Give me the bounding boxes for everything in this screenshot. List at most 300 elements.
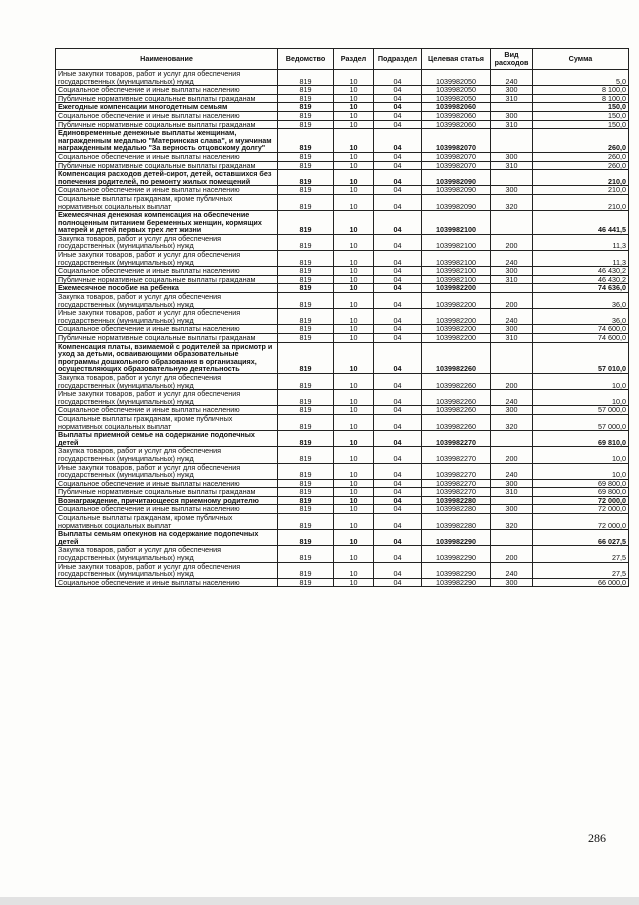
row-name-cell: Социальное обеспечение и иные выплаты населению <box>56 479 278 488</box>
row-name-cell: Компенсация расходов детей-сирот, детей, оставшихся без попечения родителей, по ремонту жилых помещений <box>56 170 278 186</box>
row-name-cell: Закупка товаров, работ и услуг для обеспечения государственных (муниципальных) нужд <box>56 373 278 389</box>
row-name-cell: Выплаты семьям опекунов на содержание подопечных детей <box>56 530 278 546</box>
row-department-cell: 819 <box>278 373 334 389</box>
row-subsection-cell: 04 <box>374 514 422 530</box>
row-section-cell: 10 <box>334 129 374 153</box>
row-amount-cell: 27,5 <box>533 546 629 562</box>
row-amount-cell: 210,0 <box>533 186 629 195</box>
table-row <box>56 86 629 95</box>
row-section-cell: 10 <box>334 390 374 406</box>
row-department-cell: 819 <box>278 505 334 514</box>
row-department-cell: 819 <box>278 406 334 415</box>
row-subsection-cell: 04 <box>374 70 422 86</box>
row-amount-cell: 10,0 <box>533 463 629 479</box>
row-amount-cell: 260,0 <box>533 161 629 170</box>
table-row <box>56 488 629 497</box>
row-section-cell: 10 <box>334 111 374 120</box>
row-section-cell: 10 <box>334 578 374 587</box>
row-target-item-cell: 1039982260 <box>422 342 491 373</box>
row-target-item-cell: 1039982050 <box>422 94 491 103</box>
row-amount-cell: 210,0 <box>533 170 629 186</box>
table-row <box>56 129 629 153</box>
row-department-cell: 819 <box>278 186 334 195</box>
row-name-cell: Ежемесячное пособие на ребенка <box>56 284 278 293</box>
row-expense-type-cell <box>491 342 533 373</box>
row-section-cell: 10 <box>334 170 374 186</box>
row-amount-cell: 260,0 <box>533 152 629 161</box>
table-row <box>56 275 629 284</box>
row-section-cell: 10 <box>334 546 374 562</box>
row-department-cell: 819 <box>278 161 334 170</box>
row-name-cell: Вознаграждение, причитающееся приемному родителю <box>56 496 278 505</box>
row-section-cell: 10 <box>334 334 374 343</box>
row-amount-cell: 36,0 <box>533 293 629 309</box>
row-subsection-cell: 04 <box>374 496 422 505</box>
row-expense-type-cell: 300 <box>491 152 533 161</box>
row-amount-cell: 57 010,0 <box>533 342 629 373</box>
row-amount-cell: 210,0 <box>533 194 629 210</box>
row-subsection-cell: 04 <box>374 94 422 103</box>
row-target-item-cell: 1039982090 <box>422 170 491 186</box>
row-section-cell: 10 <box>334 406 374 415</box>
row-subsection-cell: 04 <box>374 373 422 389</box>
row-department-cell: 819 <box>278 120 334 129</box>
row-subsection-cell: 04 <box>374 505 422 514</box>
row-target-item-cell: 1039982100 <box>422 234 491 250</box>
row-expense-type-cell: 200 <box>491 546 533 562</box>
row-name-cell: Публичные нормативные социальные выплаты гражданам <box>56 275 278 284</box>
row-department-cell: 819 <box>278 194 334 210</box>
row-expense-type-cell: 300 <box>491 578 533 587</box>
row-target-item-cell: 1039982260 <box>422 373 491 389</box>
row-name-cell: Публичные нормативные социальные выплаты гражданам <box>56 120 278 129</box>
table-row <box>56 390 629 406</box>
row-name-cell: Закупка товаров, работ и услуг для обеспечения государственных (муниципальных) нужд <box>56 234 278 250</box>
row-amount-cell: 57 000,0 <box>533 406 629 415</box>
budget-table <box>55 48 629 587</box>
table-row <box>56 111 629 120</box>
table-row <box>56 578 629 587</box>
row-subsection-cell: 04 <box>374 86 422 95</box>
row-expense-type-cell: 310 <box>491 488 533 497</box>
table-row <box>56 186 629 195</box>
row-subsection-cell: 04 <box>374 479 422 488</box>
table-row <box>56 211 629 235</box>
row-department-cell: 819 <box>278 94 334 103</box>
row-subsection-cell: 04 <box>374 111 422 120</box>
row-subsection-cell: 04 <box>374 275 422 284</box>
row-target-item-cell: 1039982100 <box>422 267 491 276</box>
row-expense-type-cell: 310 <box>491 161 533 170</box>
row-subsection-cell: 04 <box>374 103 422 112</box>
row-name-cell: Социальное обеспечение и иные выплаты населению <box>56 325 278 334</box>
table-row <box>56 152 629 161</box>
row-target-item-cell: 1039982200 <box>422 284 491 293</box>
row-name-cell: Компенсация платы, взимаемой с родителей за присмотр и уход за детьми, осваивающими образовательные программы дошкольного образования в организациях, осуществляющих образовательную деятельность <box>56 342 278 373</box>
row-name-cell: Публичные нормативные социальные выплаты гражданам <box>56 334 278 343</box>
header-subsection: Подраздел <box>374 49 422 70</box>
row-department-cell: 819 <box>278 111 334 120</box>
row-expense-type-cell: 310 <box>491 94 533 103</box>
row-department-cell: 819 <box>278 152 334 161</box>
table-row <box>56 406 629 415</box>
table-row <box>56 94 629 103</box>
header-name: Наименование <box>56 49 278 70</box>
table-row <box>56 546 629 562</box>
row-target-item-cell: 1039982290 <box>422 578 491 587</box>
row-subsection-cell: 04 <box>374 390 422 406</box>
row-amount-cell: 11,3 <box>533 251 629 267</box>
header-target-item: Целевая статья <box>422 49 491 70</box>
row-department-cell: 819 <box>278 267 334 276</box>
row-subsection-cell: 04 <box>374 129 422 153</box>
row-section-cell: 10 <box>334 562 374 578</box>
row-name-cell: Социальное обеспечение и иные выплаты населению <box>56 406 278 415</box>
row-amount-cell: 72 000,0 <box>533 505 629 514</box>
row-expense-type-cell: 240 <box>491 390 533 406</box>
row-amount-cell: 27,5 <box>533 562 629 578</box>
table-row <box>56 505 629 514</box>
row-name-cell: Иные закупки товаров, работ и услуг для обеспечения государственных (муниципальных) нужд <box>56 463 278 479</box>
row-department-cell: 819 <box>278 342 334 373</box>
row-amount-cell: 8 100,0 <box>533 94 629 103</box>
row-subsection-cell: 04 <box>374 334 422 343</box>
row-name-cell: Ежемесячная денежная компенсация на обеспечение полноценным питанием беременных женщин, кормящих матерей и детей первых трех лет жизни <box>56 211 278 235</box>
row-subsection-cell: 04 <box>374 309 422 325</box>
row-department-cell: 819 <box>278 530 334 546</box>
row-amount-cell: 36,0 <box>533 309 629 325</box>
row-expense-type-cell <box>491 103 533 112</box>
row-section-cell: 10 <box>334 373 374 389</box>
row-target-item-cell: 1039982070 <box>422 161 491 170</box>
table-row <box>56 293 629 309</box>
row-section-cell: 10 <box>334 103 374 112</box>
row-department-cell: 819 <box>278 70 334 86</box>
row-section-cell: 10 <box>334 463 374 479</box>
table-row <box>56 325 629 334</box>
row-amount-cell: 72 000,0 <box>533 514 629 530</box>
row-subsection-cell: 04 <box>374 325 422 334</box>
row-target-item-cell: 1039982290 <box>422 530 491 546</box>
row-expense-type-cell: 310 <box>491 120 533 129</box>
header-section: Раздел <box>334 49 374 70</box>
row-section-cell: 10 <box>334 267 374 276</box>
row-expense-type-cell: 300 <box>491 186 533 195</box>
row-department-cell: 819 <box>278 103 334 112</box>
row-department-cell: 819 <box>278 546 334 562</box>
row-target-item-cell: 1039982270 <box>422 488 491 497</box>
row-amount-cell: 5,0 <box>533 70 629 86</box>
row-subsection-cell: 04 <box>374 234 422 250</box>
row-target-item-cell: 1039982070 <box>422 129 491 153</box>
header-amount: Сумма <box>533 49 629 70</box>
row-section-cell: 10 <box>334 514 374 530</box>
row-target-item-cell: 1039982200 <box>422 325 491 334</box>
table-body <box>56 70 629 587</box>
row-name-cell: Закупка товаров, работ и услуг для обеспечения государственных (муниципальных) нужд <box>56 546 278 562</box>
row-section-cell: 10 <box>334 505 374 514</box>
row-name-cell: Иные закупки товаров, работ и услуг для обеспечения государственных (муниципальных) нужд <box>56 390 278 406</box>
table-row <box>56 334 629 343</box>
table-row <box>56 170 629 186</box>
row-target-item-cell: 1039982290 <box>422 546 491 562</box>
row-target-item-cell: 1039982050 <box>422 86 491 95</box>
row-amount-cell: 72 000,0 <box>533 496 629 505</box>
row-amount-cell: 74 636,0 <box>533 284 629 293</box>
row-target-item-cell: 1039982270 <box>422 431 491 447</box>
table-row <box>56 120 629 129</box>
table-row <box>56 70 629 86</box>
row-amount-cell: 10,0 <box>533 447 629 463</box>
row-target-item-cell: 1039982100 <box>422 211 491 235</box>
row-section-cell: 10 <box>334 479 374 488</box>
row-department-cell: 819 <box>278 293 334 309</box>
table-row <box>56 194 629 210</box>
row-department-cell: 819 <box>278 488 334 497</box>
row-target-item-cell: 1039982280 <box>422 514 491 530</box>
row-amount-cell: 150,0 <box>533 120 629 129</box>
row-target-item-cell: 1039982290 <box>422 562 491 578</box>
row-department-cell: 819 <box>278 414 334 430</box>
row-section-cell: 10 <box>334 234 374 250</box>
row-subsection-cell: 04 <box>374 562 422 578</box>
row-department-cell: 819 <box>278 496 334 505</box>
row-target-item-cell: 1039982090 <box>422 194 491 210</box>
row-subsection-cell: 04 <box>374 211 422 235</box>
row-name-cell: Иные закупки товаров, работ и услуг для обеспечения государственных (муниципальных) нужд <box>56 562 278 578</box>
row-subsection-cell: 04 <box>374 578 422 587</box>
row-target-item-cell: 1039982060 <box>422 103 491 112</box>
table-row <box>56 373 629 389</box>
row-expense-type-cell: 300 <box>491 111 533 120</box>
row-expense-type-cell: 320 <box>491 514 533 530</box>
table-row <box>56 234 629 250</box>
row-subsection-cell: 04 <box>374 342 422 373</box>
table-row <box>56 514 629 530</box>
table-row <box>56 342 629 373</box>
row-subsection-cell: 04 <box>374 546 422 562</box>
row-target-item-cell: 1039982260 <box>422 406 491 415</box>
row-target-item-cell: 1039982200 <box>422 309 491 325</box>
row-subsection-cell: 04 <box>374 186 422 195</box>
row-subsection-cell: 04 <box>374 488 422 497</box>
row-name-cell: Социальное обеспечение и иные выплаты населению <box>56 267 278 276</box>
budget-table-page <box>55 48 628 587</box>
row-name-cell: Социальное обеспечение и иные выплаты населению <box>56 152 278 161</box>
row-name-cell: Социальное обеспечение и иные выплаты населению <box>56 186 278 195</box>
row-department-cell: 819 <box>278 479 334 488</box>
row-subsection-cell: 04 <box>374 447 422 463</box>
row-name-cell: Публичные нормативные социальные выплаты гражданам <box>56 161 278 170</box>
row-name-cell: Социальные выплаты гражданам, кроме публичных нормативных социальных выплат <box>56 514 278 530</box>
row-subsection-cell: 04 <box>374 161 422 170</box>
table-row <box>56 562 629 578</box>
row-target-item-cell: 1039982200 <box>422 334 491 343</box>
table-row <box>56 103 629 112</box>
row-expense-type-cell: 240 <box>491 309 533 325</box>
row-amount-cell: 260,0 <box>533 129 629 153</box>
row-name-cell: Закупка товаров, работ и услуг для обеспечения государственных (муниципальных) нужд <box>56 447 278 463</box>
row-department-cell: 819 <box>278 578 334 587</box>
row-target-item-cell: 1039982090 <box>422 186 491 195</box>
row-amount-cell: 150,0 <box>533 111 629 120</box>
row-name-cell: Единовременные денежные выплаты женщинам, награжденным медалью "Материнская слава", и мужчинам награжденным медалью "За верность отцовскому долгу" <box>56 129 278 153</box>
page-number: 286 <box>588 831 606 845</box>
row-name-cell: Социальное обеспечение и иные выплаты населению <box>56 86 278 95</box>
row-expense-type-cell: 240 <box>491 70 533 86</box>
row-expense-type-cell <box>491 211 533 235</box>
row-section-cell: 10 <box>334 496 374 505</box>
row-department-cell: 819 <box>278 325 334 334</box>
table-row <box>56 414 629 430</box>
row-target-item-cell: 1039982270 <box>422 463 491 479</box>
row-department-cell: 819 <box>278 170 334 186</box>
row-name-cell: Социальные выплаты гражданам, кроме публичных нормативных социальных выплат <box>56 194 278 210</box>
row-subsection-cell: 04 <box>374 414 422 430</box>
row-section-cell: 10 <box>334 342 374 373</box>
row-department-cell: 819 <box>278 562 334 578</box>
row-subsection-cell: 04 <box>374 152 422 161</box>
row-name-cell: Ежегодные компенсации многодетным семьям <box>56 103 278 112</box>
row-subsection-cell: 04 <box>374 194 422 210</box>
row-expense-type-cell: 200 <box>491 234 533 250</box>
row-target-item-cell: 1039982100 <box>422 275 491 284</box>
row-name-cell: Публичные нормативные социальные выплаты гражданам <box>56 94 278 103</box>
row-subsection-cell: 04 <box>374 406 422 415</box>
row-subsection-cell: 04 <box>374 267 422 276</box>
row-department-cell: 819 <box>278 275 334 284</box>
row-target-item-cell: 1039982270 <box>422 479 491 488</box>
row-subsection-cell: 04 <box>374 170 422 186</box>
row-name-cell: Иные закупки товаров, работ и услуг для обеспечения государственных (муниципальных) нужд <box>56 309 278 325</box>
row-section-cell: 10 <box>334 447 374 463</box>
row-section-cell: 10 <box>334 186 374 195</box>
scan-edge <box>0 897 639 905</box>
row-subsection-cell: 04 <box>374 284 422 293</box>
row-subsection-cell: 04 <box>374 293 422 309</box>
row-amount-cell: 150,0 <box>533 103 629 112</box>
header-department: Ведомство <box>278 49 334 70</box>
row-department-cell: 819 <box>278 447 334 463</box>
row-department-cell: 819 <box>278 309 334 325</box>
row-subsection-cell: 04 <box>374 530 422 546</box>
row-department-cell: 819 <box>278 86 334 95</box>
table-row <box>56 496 629 505</box>
row-department-cell: 819 <box>278 514 334 530</box>
header-expense-type: Вид расходов <box>491 49 533 70</box>
row-target-item-cell: 1039982280 <box>422 505 491 514</box>
row-section-cell: 10 <box>334 211 374 235</box>
row-amount-cell: 74 600,0 <box>533 325 629 334</box>
table-row <box>56 463 629 479</box>
table-row <box>56 161 629 170</box>
row-subsection-cell: 04 <box>374 463 422 479</box>
row-expense-type-cell <box>491 431 533 447</box>
row-expense-type-cell: 240 <box>491 463 533 479</box>
row-amount-cell: 46 430,2 <box>533 267 629 276</box>
row-section-cell: 10 <box>334 120 374 129</box>
row-target-item-cell: 1039982280 <box>422 496 491 505</box>
row-expense-type-cell: 320 <box>491 414 533 430</box>
table-header-row <box>56 49 629 70</box>
row-department-cell: 819 <box>278 390 334 406</box>
row-section-cell: 10 <box>334 284 374 293</box>
row-expense-type-cell: 240 <box>491 251 533 267</box>
row-amount-cell: 10,0 <box>533 373 629 389</box>
table-row <box>56 309 629 325</box>
row-section-cell: 10 <box>334 161 374 170</box>
row-expense-type-cell: 200 <box>491 447 533 463</box>
row-expense-type-cell: 300 <box>491 406 533 415</box>
row-target-item-cell: 1039982070 <box>422 152 491 161</box>
row-expense-type-cell: 310 <box>491 334 533 343</box>
row-section-cell: 10 <box>334 293 374 309</box>
row-subsection-cell: 04 <box>374 251 422 267</box>
row-name-cell: Социальное обеспечение и иные выплаты населению <box>56 111 278 120</box>
table-row <box>56 267 629 276</box>
row-name-cell: Иные закупки товаров, работ и услуг для обеспечения государственных (муниципальных) нужд <box>56 251 278 267</box>
table-row <box>56 431 629 447</box>
row-section-cell: 10 <box>334 194 374 210</box>
row-department-cell: 819 <box>278 234 334 250</box>
row-section-cell: 10 <box>334 488 374 497</box>
row-expense-type-cell: 240 <box>491 562 533 578</box>
row-expense-type-cell: 300 <box>491 325 533 334</box>
row-name-cell: Социальное обеспечение и иные выплаты населению <box>56 505 278 514</box>
row-department-cell: 819 <box>278 284 334 293</box>
row-section-cell: 10 <box>334 94 374 103</box>
row-section-cell: 10 <box>334 251 374 267</box>
row-amount-cell: 8 100,0 <box>533 86 629 95</box>
row-section-cell: 10 <box>334 309 374 325</box>
row-target-item-cell: 1039982200 <box>422 293 491 309</box>
table-row <box>56 251 629 267</box>
row-section-cell: 10 <box>334 414 374 430</box>
row-section-cell: 10 <box>334 275 374 284</box>
row-name-cell: Социальное обеспечение и иные выплаты населению <box>56 578 278 587</box>
row-amount-cell: 66 000,0 <box>533 578 629 587</box>
row-amount-cell: 11,3 <box>533 234 629 250</box>
row-name-cell: Иные закупки товаров, работ и услуг для обеспечения государственных (муниципальных) нужд <box>56 70 278 86</box>
row-target-item-cell: 1039982260 <box>422 390 491 406</box>
row-name-cell: Социальные выплаты гражданам, кроме публичных нормативных социальных выплат <box>56 414 278 430</box>
row-department-cell: 819 <box>278 334 334 343</box>
row-name-cell: Закупка товаров, работ и услуг для обеспечения государственных (муниципальных) нужд <box>56 293 278 309</box>
row-amount-cell: 46 441,5 <box>533 211 629 235</box>
row-department-cell: 819 <box>278 251 334 267</box>
row-amount-cell: 74 600,0 <box>533 334 629 343</box>
row-amount-cell: 57 000,0 <box>533 414 629 430</box>
row-name-cell: Публичные нормативные социальные выплаты гражданам <box>56 488 278 497</box>
row-department-cell: 819 <box>278 463 334 479</box>
row-name-cell: Выплаты приемной семье на содержание подопечных детей <box>56 431 278 447</box>
row-target-item-cell: 1039982270 <box>422 447 491 463</box>
row-expense-type-cell: 320 <box>491 194 533 210</box>
row-expense-type-cell <box>491 284 533 293</box>
row-department-cell: 819 <box>278 211 334 235</box>
row-subsection-cell: 04 <box>374 120 422 129</box>
table-row <box>56 530 629 546</box>
table-row <box>56 284 629 293</box>
row-expense-type-cell: 300 <box>491 267 533 276</box>
row-expense-type-cell: 200 <box>491 293 533 309</box>
row-amount-cell: 66 027,5 <box>533 530 629 546</box>
row-expense-type-cell <box>491 129 533 153</box>
row-section-cell: 10 <box>334 530 374 546</box>
row-section-cell: 10 <box>334 152 374 161</box>
row-target-item-cell: 1039982060 <box>422 120 491 129</box>
table-row <box>56 479 629 488</box>
